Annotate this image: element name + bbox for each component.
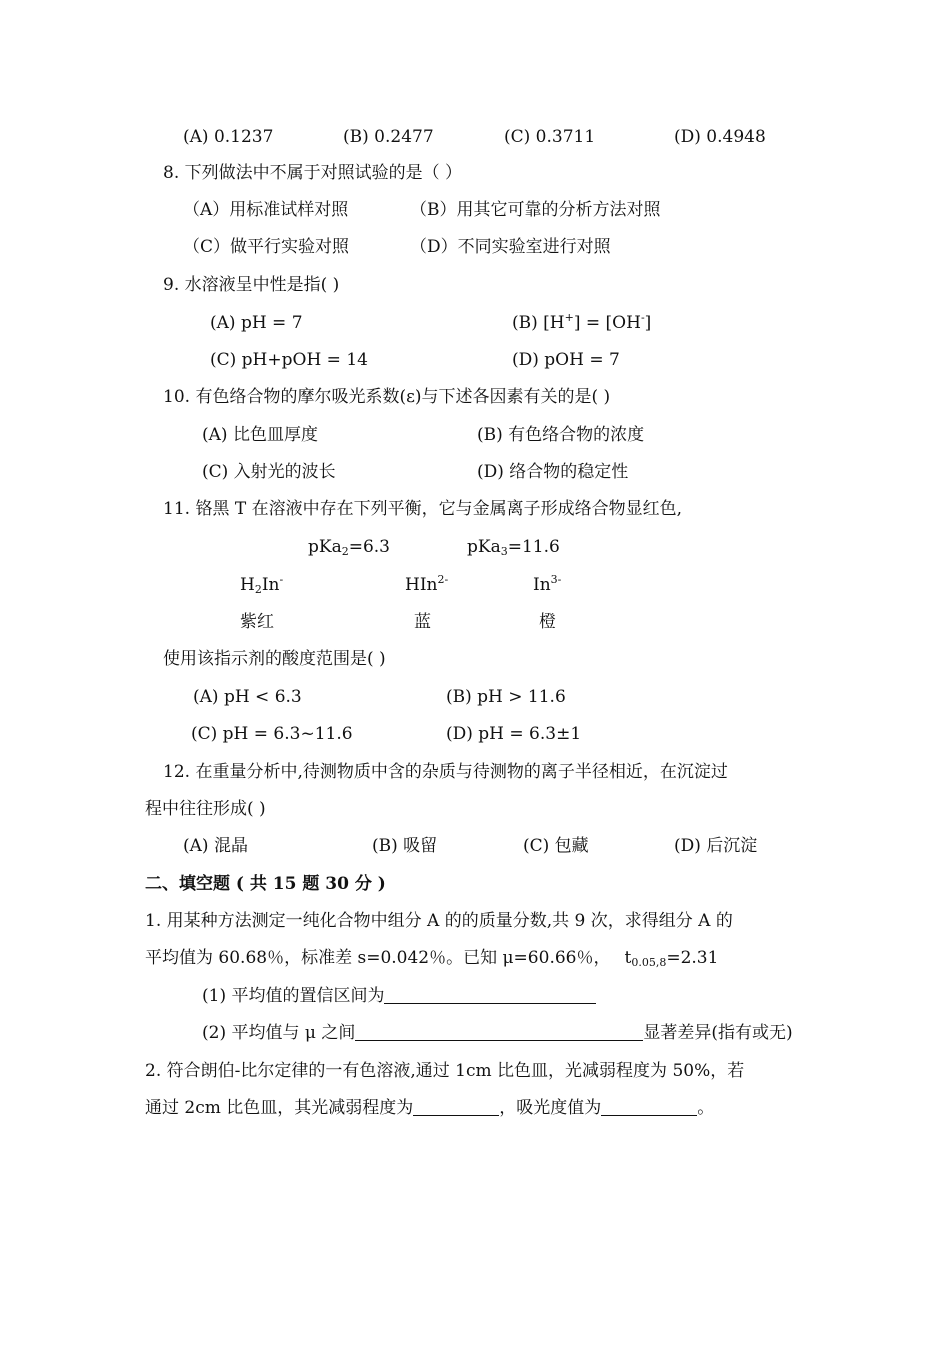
f2-line2: 通过 2cm 比色皿，其光减弱程度为 ，吸光度值为 。 [145, 1098, 715, 1118]
f2-blank-absorbance[interactable] [601, 1098, 697, 1116]
q11-species-in: $In^{3-}$ [533, 573, 562, 595]
section-heading-fill-blank: 二、填空题 ( 共 15 题 30 分 ) [145, 874, 386, 894]
q11-color-blue: 蓝 [414, 612, 431, 632]
q12-option-c: (C) 包藏 [523, 836, 589, 856]
q7-option-c: (C) 0.3711 [504, 127, 596, 147]
q11-stem: 11. 铬黑 T 在溶液中存在下列平衡，它与金属离子形成络合物显红色, [163, 499, 682, 519]
q7-option-a: (A) 0.1237 [183, 127, 274, 147]
q11-stem2: 使用该指示剂的酸度范围是( ) [163, 649, 386, 669]
q12-option-a: (A) 混晶 [183, 836, 248, 856]
f1-line1: 1. 用某种方法测定一纯化合物中组分 A 的的质量分数,共 9 次，求得组分 A 的 [145, 911, 733, 931]
q11-option-b: (B) pH > 11.6 [446, 687, 566, 707]
q11-pka2: pKa$_2$=6.3 [308, 537, 390, 558]
q8-stem: 8. 下列做法中不属于对照试验的是（ ） [163, 163, 463, 183]
q11-species-hin: HIn$^{2-}$ [405, 573, 449, 595]
q9-stem: 9. 水溶液呈中性是指( ) [163, 275, 340, 295]
q7-option-b: (B) 0.2477 [343, 127, 434, 147]
q10-option-c: (C) 入射光的波长 [202, 462, 336, 482]
q11-color-purple-red: 紫红 [240, 612, 274, 632]
q8-option-a: （A）用标准试样对照 [183, 200, 349, 220]
q9-option-a: (A) pH = 7 [210, 313, 303, 333]
q9-option-c: (C) pH+pOH = 14 [210, 350, 368, 370]
f1-part1: (1) 平均值的置信区间为 [202, 985, 596, 1007]
q12-option-b: (B) 吸留 [372, 836, 438, 856]
q9-option-d: (D) pOH = 7 [512, 350, 620, 370]
q12-stem-line2: 程中往往形成( ) [145, 799, 266, 819]
q8-option-b: （B）用其它可靠的分析方法对照 [410, 200, 661, 220]
q11-pka3: pKa$_3$=11.6 [467, 537, 560, 558]
q10-option-d: (D) 络合物的稳定性 [477, 462, 629, 482]
f1-line2: 平均值为 60.68％，标准差 s=0.042％。已知 μ=60.66％， $t_{0.05,8}=2.31$ [145, 948, 719, 969]
q10-option-a: (A) 比色皿厚度 [202, 425, 318, 445]
q12-stem-line1: 12. 在重量分析中,待测物质中含的杂质与待测物的离子半径相近，在沉淀过 [163, 762, 728, 782]
f1-part2: (2) 平均值与 μ 之间 显著差异(指有或无) [202, 1023, 793, 1043]
q8-option-c: （C）做平行实验对照 [183, 237, 350, 257]
q11-option-a: (A) pH < 6.3 [193, 687, 302, 707]
q10-stem: 10. 有色络合物的摩尔吸光系数(ε)与下述各因素有关的是( ) [163, 387, 611, 407]
f1-part2-blank[interactable] [355, 1023, 643, 1041]
f2-line1: 2. 符合朗伯-比尔定律的一有色溶液,通过 1cm 比色皿，光减弱程度为 50%，若 [145, 1061, 745, 1081]
q12-option-d: (D) 后沉淀 [674, 836, 758, 856]
q9-option-b: (B) [H+] = [OH-] [512, 311, 652, 333]
q11-option-c: (C) pH = 6.3~11.6 [191, 724, 353, 744]
q11-option-d: (D) pH = 6.3±1 [446, 724, 582, 744]
q11-color-orange: 橙 [539, 612, 556, 632]
f2-blank-weakening[interactable] [413, 1098, 499, 1116]
q10-option-b: (B) 有色络合物的浓度 [477, 425, 645, 445]
q11-species-h2in: $H_2In^-$ [240, 573, 284, 596]
q8-option-d: （D）不同实验室进行对照 [410, 237, 611, 257]
q7-option-d: (D) 0.4948 [674, 127, 766, 147]
f1-part1-blank[interactable] [384, 986, 596, 1004]
